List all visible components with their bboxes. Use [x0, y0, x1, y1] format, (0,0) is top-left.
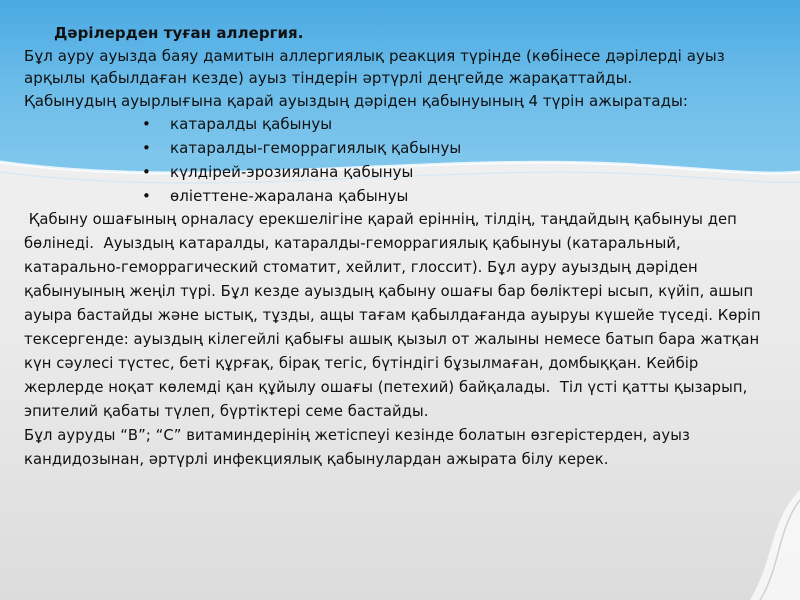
- body-paragraph: Қабыну ошағының орналасу ерекшелігіне қарай еріннің, тілдің, таңдайдың қабынуы деп бөлінеді. Ауыздың катаралды, катаралды-геморрагиялық қабынуы (катаральный, катарально-геморрагический стоматит, хейлит, глоссит). Бұл ауру ауыздың дәріден қабынуының жеңіл түрі. Бұл кезде ауыздың қабыну ошағы бар бөліктері ысып, күйіп, ашып ауыра бастайды және ыстық, тұзды, ащы тағам қабылдағанда ауыруы күшейе түседі. Көріп тексергенде: ауыздың кілегейлі қабығы ашық қызыл от жалыны немесе батып бара жатқан күн сәулесі түстес, беті құрғақ, бірақ тегіс, бүтіндігі бұзылмаған, домбыққан. Кейбір жерлерде ноқат көлемді қан құйылу ошағы (петехий) байқалады. Тіл үсті қатты қызарып, эпителий қабаты түлеп, бүртіктері семе бастайды.: [24, 211, 766, 420]
- classification-text: Қабынудың ауырлығына қарай ауыздың дәріден қабынуының 4 түрін ажыратады:: [24, 91, 689, 110]
- corner-decoration: [740, 490, 800, 600]
- list-item: • катаралды қабынуы: [142, 112, 780, 136]
- closing-paragraph: Бұл ауруды “В”; “С” витаминдерінің жетіспеуі кезінде болатын өзгерістерден, ауыз кандидозынан, әртүрлі инфекциялық қабынулардан ажырата білу керек.: [24, 427, 690, 468]
- list-item: • күлдірей-эрозиялана қабынуы: [142, 160, 780, 184]
- slide-content: [24, 22, 780, 472]
- intro-text: Бұл ауру ауызда баяу дамитын аллергиялық реакция түрінде (көбінесе дәрілерді ауыз арқылы қабылдаған кезде) ауыз тіндерін әртүрлі деңгейде жарақаттайды.: [24, 46, 725, 87]
- bullet-list: [24, 112, 780, 208]
- list-item: • өліеттене-жаралана қабынуы: [142, 184, 780, 208]
- list-item: • катаралды-геморрагиялық қабынуы: [142, 136, 780, 160]
- slide-title: Дәрілерден туған аллергия.: [54, 24, 304, 42]
